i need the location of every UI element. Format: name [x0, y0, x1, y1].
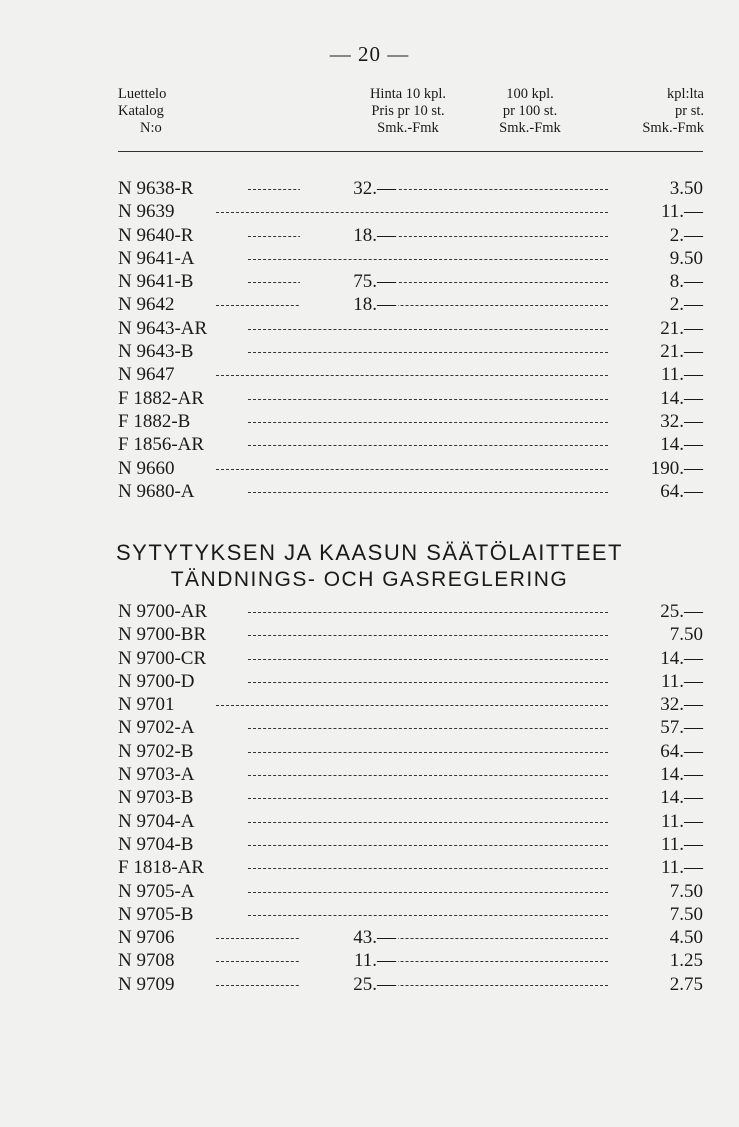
dash-leader — [248, 612, 608, 613]
dash-leader — [248, 492, 608, 493]
dash-leader — [248, 798, 608, 799]
price-each: 21.— — [656, 317, 703, 340]
list-item — [0, 177, 739, 200]
list-item — [0, 270, 739, 293]
dash-leader — [248, 352, 608, 353]
list-item — [0, 926, 739, 949]
list-item — [0, 740, 739, 763]
catalog-number: N 9641-B — [118, 271, 194, 293]
section-title-swedish: TÄNDNINGS- OCH GASREGLERING — [170, 568, 569, 591]
price-each: 1.25 — [666, 949, 703, 972]
list-item — [0, 670, 739, 693]
catalog-number: N 9700-AR — [118, 601, 208, 622]
catalog-number: N 9660 — [118, 457, 175, 479]
price-each: 14.— — [656, 786, 703, 809]
list-item — [0, 387, 739, 410]
dash-leader — [248, 728, 608, 729]
price-each: 9.50 — [666, 247, 703, 270]
price-list-b — [0, 600, 739, 996]
catalog-number: N 9700-CR — [118, 647, 207, 669]
catalog-number: N 9708 — [118, 950, 175, 972]
catalog-number: N 9643-B — [118, 341, 194, 363]
catalog-number: N 9705-B — [118, 903, 194, 925]
list-item — [0, 647, 739, 670]
column-header — [0, 86, 739, 146]
dash-leader — [248, 822, 608, 823]
catalog-number: N 9702-B — [118, 740, 194, 762]
list-item — [0, 317, 739, 340]
price-each: 14.— — [656, 763, 703, 786]
catalog-number: N 9704-A — [118, 810, 195, 832]
price-each: 7.50 — [666, 623, 703, 646]
list-item — [0, 903, 739, 926]
header-price-10: Hinta 10 kpl. Pris pr 10 st. Smk.-Fmk — [369, 86, 447, 136]
dash-leader — [248, 329, 608, 330]
catalog-number: N 9706 — [118, 927, 175, 949]
price-10: 18.— — [300, 293, 398, 316]
price-each: 32.— — [656, 693, 703, 716]
dash-leader — [216, 705, 608, 706]
catalog-number: N 9704-B — [118, 833, 194, 855]
list-item — [0, 856, 739, 879]
catalog-number: N 9705-A — [118, 880, 195, 902]
price-each: 2.75 — [666, 973, 703, 996]
price-each: 7.50 — [666, 880, 703, 903]
price-each: 2.— — [666, 293, 703, 316]
list-item — [0, 480, 739, 503]
dash-leader — [216, 961, 608, 962]
list-item — [0, 457, 739, 480]
price-10: 11.— — [300, 949, 398, 972]
header-catalog-number: Luettelo Katalog N:o — [118, 86, 167, 136]
price-each: 2.— — [666, 224, 703, 247]
dash-leader — [248, 659, 608, 660]
catalog-number: N 9700-D — [118, 670, 195, 692]
catalog-number: N 9700-BR — [118, 624, 207, 646]
list-item — [0, 810, 739, 833]
list-item — [0, 224, 739, 247]
price-each: 32.— — [656, 410, 703, 433]
price-each: 64.— — [656, 480, 703, 503]
price-each: 11.— — [657, 856, 703, 879]
list-item — [0, 363, 739, 386]
catalog-number: N 9640-R — [118, 224, 194, 246]
dash-leader — [216, 212, 608, 213]
catalog-number: F 1882-AR — [118, 387, 205, 409]
catalog-number: N 9703-A — [118, 764, 195, 786]
price-each: 190.— — [647, 457, 703, 480]
catalog-number: N 9701 — [118, 694, 175, 716]
catalog-number: N 9642 — [118, 294, 175, 316]
price-each: 11.— — [657, 670, 703, 693]
dash-leader — [248, 775, 608, 776]
list-item — [0, 410, 739, 433]
list-item — [0, 786, 739, 809]
dash-leader — [216, 305, 608, 306]
list-item — [0, 247, 739, 270]
page-number: — 20 — — [329, 42, 410, 66]
catalog-number: F 1882-B — [118, 410, 191, 432]
dash-leader — [248, 399, 608, 400]
list-item — [0, 340, 739, 363]
catalog-number: N 9680-A — [118, 480, 195, 502]
dash-leader — [216, 375, 608, 376]
price-each: 11.— — [657, 833, 703, 856]
price-10: 25.— — [300, 973, 398, 996]
price-list-a — [0, 177, 739, 503]
list-item — [0, 600, 739, 623]
list-item — [0, 716, 739, 739]
catalog-number: N 9703-B — [118, 787, 194, 809]
price-each: 25.— — [656, 600, 703, 623]
price-10: 18.— — [300, 224, 398, 247]
list-item — [0, 880, 739, 903]
dash-leader — [248, 422, 608, 423]
section-title-finnish: SYTYTYKSEN JA KAASUN SÄÄTÖLAITTEET — [115, 540, 623, 565]
list-item — [0, 623, 739, 646]
dash-leader — [248, 445, 608, 446]
price-each: 64.— — [656, 740, 703, 763]
catalog-number: N 9641-A — [118, 247, 195, 269]
catalog-number: N 9643-AR — [118, 317, 208, 339]
price-each: 21.— — [656, 340, 703, 363]
price-each: 11.— — [657, 200, 703, 223]
list-item — [0, 763, 739, 786]
dash-leader — [216, 985, 608, 986]
price-10: 75.— — [300, 270, 398, 293]
dash-leader — [216, 469, 608, 470]
dash-leader — [248, 752, 608, 753]
dash-leader — [248, 868, 608, 869]
catalog-number: N 9647 — [118, 364, 175, 386]
dash-leader — [248, 259, 608, 260]
price-each: 7.50 — [666, 903, 703, 926]
catalog-number: F 1856-AR — [118, 434, 205, 456]
price-each: 11.— — [657, 363, 703, 386]
price-each: 57.— — [656, 716, 703, 739]
dash-leader — [216, 938, 608, 939]
list-item — [0, 433, 739, 456]
catalog-number: N 9639 — [118, 201, 175, 223]
list-item — [0, 833, 739, 856]
price-each: 14.— — [656, 387, 703, 410]
list-item — [0, 200, 739, 223]
dash-leader — [248, 845, 608, 846]
dash-leader — [248, 635, 608, 636]
dash-leader — [248, 892, 608, 893]
dash-leader — [248, 682, 608, 683]
price-each: 14.— — [656, 647, 703, 670]
list-item — [0, 973, 739, 996]
list-item — [0, 293, 739, 316]
price-each: 8.— — [666, 270, 703, 293]
price-each: 14.— — [656, 433, 703, 456]
header-rule — [118, 151, 703, 152]
catalog-number: F 1818-AR — [118, 857, 205, 879]
price-10: 32.— — [300, 177, 398, 200]
price-each: 3.50 — [666, 177, 703, 200]
header-price-100: 100 kpl. pr 100 st. Smk.-Fmk — [499, 86, 561, 136]
price-each: 11.— — [657, 810, 703, 833]
catalog-number: N 9702-A — [118, 717, 195, 739]
header-price-each: kpl:lta pr st. Smk.-Fmk — [642, 86, 704, 136]
price-10: 43.— — [300, 926, 398, 949]
list-item — [0, 693, 739, 716]
catalog-number: N 9638-R — [118, 178, 194, 199]
list-item — [0, 949, 739, 972]
catalog-number: N 9709 — [118, 973, 175, 995]
price-each: 4.50 — [666, 926, 703, 949]
dash-leader — [248, 915, 608, 916]
